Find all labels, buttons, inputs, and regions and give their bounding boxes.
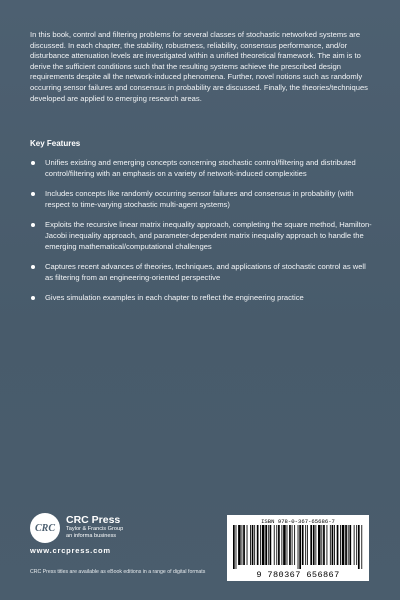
publisher-tagline: an informa business	[66, 533, 117, 539]
barcode-bar	[340, 525, 341, 565]
barcode-bar	[270, 525, 272, 565]
barcode-bar	[342, 525, 345, 565]
bullet-icon	[31, 192, 35, 196]
barcode-bar	[294, 525, 295, 565]
barcode-bar	[289, 525, 291, 565]
ebook-footnote: CRC Press titles are available as eBook editions in a range of digital formats	[30, 569, 206, 575]
barcode-bar	[283, 525, 286, 565]
bullet-icon	[31, 223, 35, 227]
feature-text: Exploits the recursive linear matrix inequality approach, completing the square method, Hamilton-Jacobi inequality approach, and parameter-dependent matrix inequality approach to handle the emerging mathematical/computational challenges	[45, 220, 372, 251]
barcode-bar	[337, 525, 339, 565]
crc-logo-icon	[30, 513, 60, 543]
publisher-block	[66, 514, 123, 540]
bullet-icon	[31, 265, 35, 269]
barcode-bar	[292, 525, 293, 565]
feature-text: Includes concepts like randomly occurring sensor failures and consensus in probability (with respect to time-varying stochastic multi-agent systems)	[45, 189, 354, 209]
barcode-bar	[242, 525, 243, 565]
logo-text: CRC	[34, 522, 55, 534]
feature-text: Gives simulation examples in each chapter to reflect the engineering practice	[45, 293, 304, 303]
barcode-bar	[262, 525, 265, 565]
publisher-name: CRC Press	[66, 514, 121, 526]
bullet-icon	[31, 161, 35, 165]
barcode-bar	[361, 525, 362, 569]
list-item	[30, 189, 375, 210]
isbn-label: ISBN 978-0-367-65686-7	[261, 518, 335, 525]
barcode-bar	[247, 525, 248, 565]
barcode-bar	[243, 525, 245, 565]
barcode-bar	[307, 525, 308, 565]
publisher-group: Taylor & Francis Group	[66, 526, 124, 532]
barcode-bar	[354, 525, 355, 565]
barcode-bar	[265, 525, 267, 565]
publisher-website-link[interactable]: www.crcpress.com	[30, 546, 111, 555]
barcode-bar	[345, 525, 347, 565]
barcode-bar	[298, 525, 299, 569]
barcode-bar	[313, 525, 315, 565]
barcode-bar	[318, 525, 321, 565]
barcode-bar	[281, 525, 282, 565]
barcode-bar	[332, 525, 334, 565]
barcode-bar	[327, 525, 328, 565]
barcode-bar	[276, 525, 277, 565]
barcode-bar	[238, 525, 241, 565]
barcode-bar	[254, 525, 255, 565]
book-description: In this book, control and filtering problems for several classes of stochastic networked systems are discussed. In each chapter, the stability, robustness, reliability, consensus performance, and/or disturbance attenuation levels are investigated within a unified theoretical framework. The aim is to derive the sufficient conditions such that the resulting systems achieve the prescribed design requirements despite all the network-induced phenomena. Further, novel notions such as randomly occurring sensor failures and consensus in probability are discussed. Finally, the theories/techniques developed are applied to emerging research areas.	[30, 30, 368, 103]
barcode-bar	[299, 525, 301, 569]
barcode-bars	[231, 525, 365, 569]
feature-text: Captures recent advances of theories, techniques, and applications of stochastic control as well as filtering from an engineering-oriented perspective	[45, 262, 366, 282]
barcode-bar	[278, 525, 280, 565]
bullet-icon	[31, 296, 35, 300]
barcode-bar	[287, 525, 288, 565]
key-features-list	[30, 158, 375, 314]
isbn-barcode	[227, 515, 369, 581]
barcode-bar	[334, 525, 335, 565]
barcode-bar	[349, 525, 351, 565]
barcode-bar	[323, 525, 325, 565]
barcode-digits: 9 780367 656867	[256, 570, 340, 580]
list-item	[30, 158, 375, 179]
barcode-bar	[250, 525, 251, 565]
barcode-bar	[260, 525, 261, 565]
barcode-bar	[233, 525, 235, 569]
barcode-bar	[252, 525, 254, 565]
list-item	[30, 262, 375, 283]
barcode-bar	[236, 525, 237, 569]
barcode-bar	[305, 525, 306, 565]
feature-text: Unifies existing and emerging concepts concerning stochastic control/filtering and distributed control/filtering with an emphasis on a variety of network-induced complexities	[45, 158, 356, 178]
barcode-bar	[268, 525, 269, 565]
list-item	[30, 293, 375, 304]
barcode-bar	[358, 525, 360, 569]
barcode-bar	[356, 525, 357, 565]
barcode-bar	[330, 525, 331, 565]
barcode-bar	[315, 525, 316, 565]
barcode-bar	[310, 525, 312, 565]
barcode-bar	[348, 525, 349, 565]
barcode-bar	[302, 525, 304, 565]
list-item	[30, 220, 375, 252]
barcode-bar	[274, 525, 275, 565]
key-features-heading: Key Features	[30, 139, 81, 148]
barcode-bar	[321, 525, 322, 565]
barcode-bar	[257, 525, 259, 565]
